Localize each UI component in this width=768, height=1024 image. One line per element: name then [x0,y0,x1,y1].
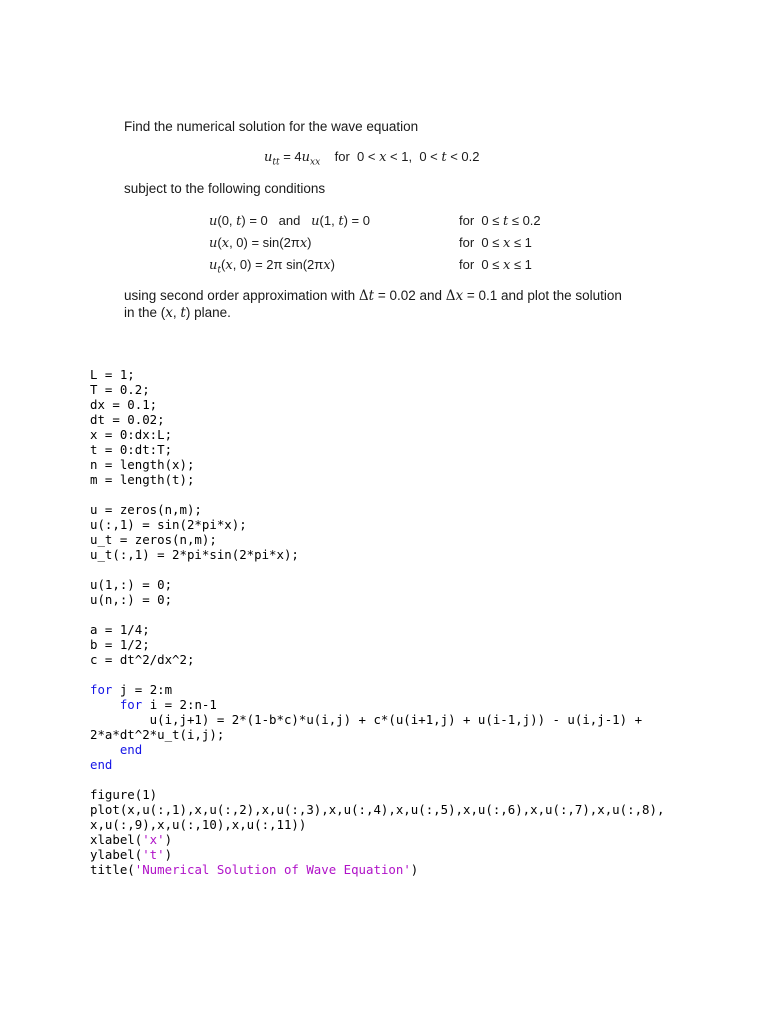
problem-subject: subject to the following conditions [124,181,326,196]
code-line: title('Numerical Solution of Wave Equation') [90,862,419,877]
code-line: b = 1/2; [90,637,150,652]
code-line: end [90,757,113,772]
code-line: 2*a*dt^2*u_t(i,j); [90,727,225,742]
code-line: plot(x,u(:,1),x,u(:,2),x,u(:,3),x,u(:,4),x,u(:,5),x,u(:,6),x,u(:,7),x,u(:,8), [90,802,665,817]
code-line: x = 0:dx:L; [90,427,173,442]
condition-boundary-range: for 0 ≤ t ≤ 0.2 [459,213,541,229]
code-line [90,487,664,502]
matlab-code-block [90,367,664,877]
code-line: t = 0:dt:T; [90,442,173,457]
approximation-line-1: using second order approximation with Δt = 0.02 and Δx = 0.1 and plot the solution [124,288,622,304]
code-line: u = zeros(n,m); [90,502,202,517]
condition-initial-velocity-range: for 0 ≤ x ≤ 1 [459,257,532,273]
problem-intro: Find the numerical solution for the wave equation [124,119,419,134]
condition-boundary: u(0, t) = 0 and u(1, t) = 0 [209,213,370,229]
code-line [90,607,664,622]
code-line: figure(1) [90,787,158,802]
code-line: T = 0.2; [90,382,150,397]
code-line: xlabel('x') [90,832,173,847]
code-line: u(1,:) = 0; [90,577,173,592]
code-line: m = length(t); [90,472,195,487]
condition-initial-position: u(x, 0) = sin(2πx) [209,235,312,251]
code-line: n = length(x); [90,457,195,472]
code-line: u(i,j+1) = 2*(1-b*c)*u(i,j) + c*(u(i+1,j) + u(i-1,j)) - u(i,j-1) + [90,712,643,727]
code-line: for j = 2:m [90,682,173,697]
code-line: dx = 0.1; [90,397,158,412]
code-line: u(n,:) = 0; [90,592,173,607]
code-line [90,772,664,787]
code-line: for i = 2:n-1 [119,697,217,712]
condition-initial-velocity: $u_t(x$, 0) = 2π sin(2πx) [209,257,335,276]
code-line: u_t(:,1) = 2*pi*sin(2*pi*x); [90,547,299,562]
code-line: L = 1; [90,367,135,382]
code-line [90,667,664,682]
code-line [90,562,664,577]
code-line: u_t = zeros(n,m); [90,532,217,547]
code-line: x,u(:,9),x,u(:,10),x,u(:,11)) [90,817,307,832]
wave-equation: $u_{tt} = 4u_{xx}$ for 0 < x < 1, 0 < t < 0.2 [264,149,480,168]
approximation-line-2: in the (x, t) plane. [124,305,231,321]
code-line: a = 1/4; [90,622,150,637]
code-line: end [119,742,143,757]
code-line: u(:,1) = sin(2*pi*x); [90,517,247,532]
code-line: c = dt^2/dx^2; [90,652,195,667]
code-line: dt = 0.02; [90,412,165,427]
condition-initial-position-range: for 0 ≤ x ≤ 1 [459,235,532,251]
code-line: ylabel('t') [90,847,173,862]
